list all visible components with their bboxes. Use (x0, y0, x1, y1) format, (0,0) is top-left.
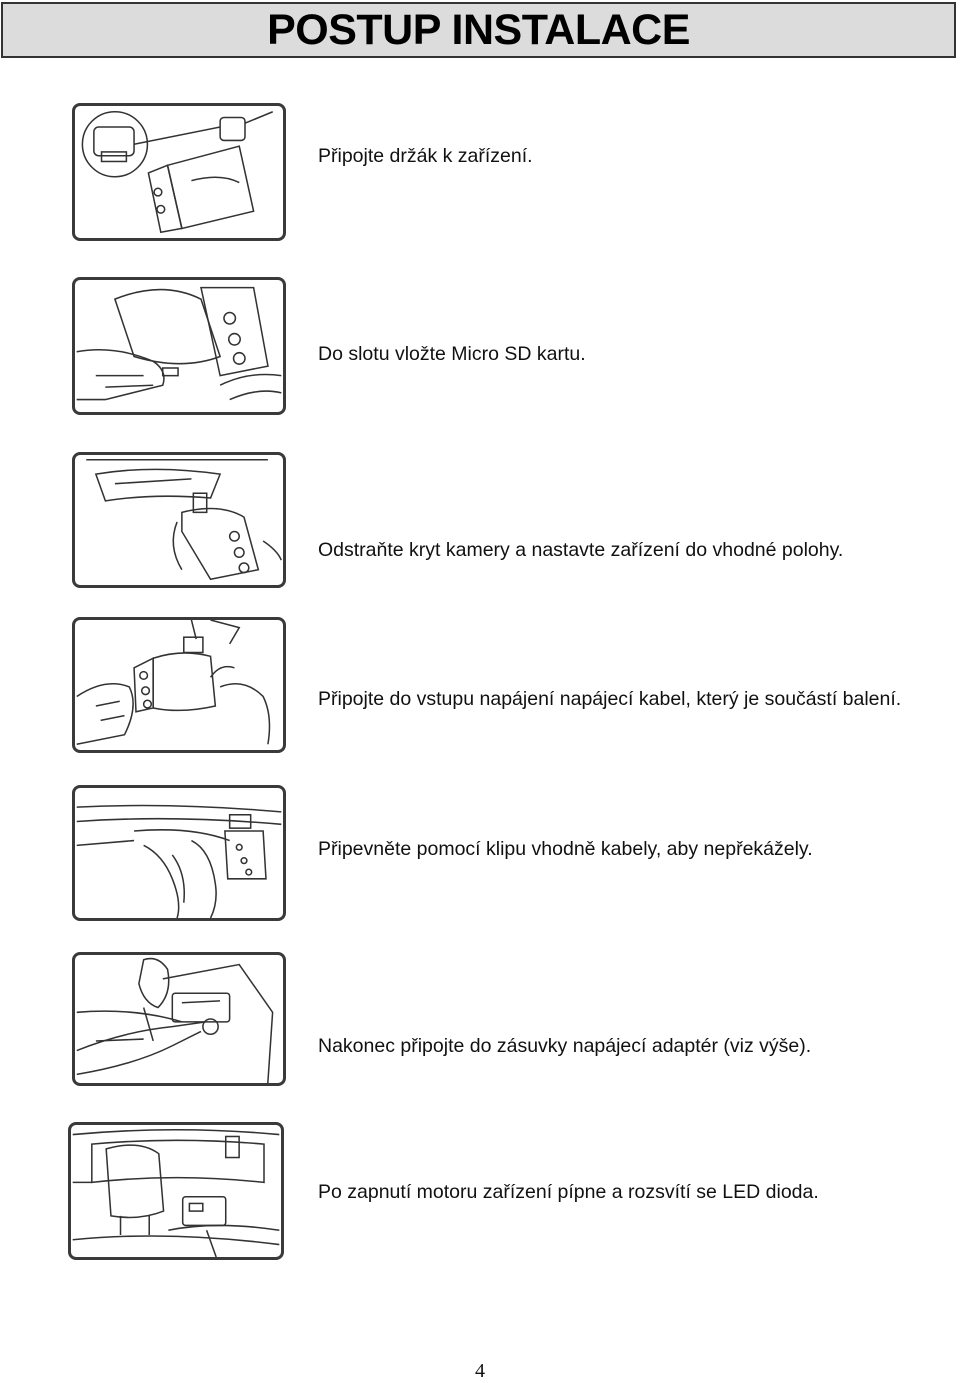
step-caption: Připojte do vstupu napájení napájecí kabel, který je součástí balení. (318, 688, 902, 710)
car-adapter-illustration (72, 952, 286, 1086)
step-caption: Připojte držák k zařízení. (318, 145, 533, 167)
car-interior-illustration (68, 1122, 284, 1260)
step-caption: Do slotu vložte Micro SD kartu. (318, 343, 586, 365)
step-caption: Odstraňte kryt kamery a nastavte zařízení do vhodné polohy. (318, 539, 844, 561)
power-cable-illustration (72, 617, 286, 753)
mount-attach-illustration (72, 103, 286, 241)
sd-card-insert-illustration (72, 277, 286, 415)
step-caption: Připevněte pomocí klipu vhodně kabely, aby nepřekážely. (318, 838, 813, 860)
step-caption: Po zapnutí motoru zařízení pípne a rozsvítí se LED dioda. (318, 1181, 819, 1203)
step-caption: Nakonec připojte do zásuvky napájecí adaptér (viz výše). (318, 1035, 812, 1057)
cable-clip-illustration (72, 785, 286, 921)
page-title: POSTUP INSTALACE (267, 5, 690, 54)
page-number: 4 (475, 1360, 485, 1382)
camera-adjust-illustration (72, 452, 286, 588)
title-banner (1, 2, 956, 58)
